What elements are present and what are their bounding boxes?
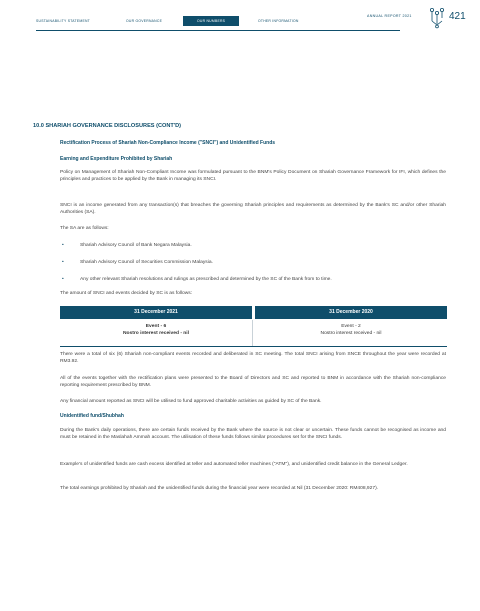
subheading-unidentified-fund: Unidentified fund/Shubhah (60, 413, 124, 419)
paragraph-events-reported: All of the events together with the rectification plans were presented to the Board of Directors and SC and reported to BNM in accordance with the Shariah non-compliance reporting requirement prescribed by BNM. (60, 376, 446, 389)
table-bottom-rule (60, 346, 447, 347)
paragraph-policy: Policy on Management of Shariah Non-Compliant Income was formulated pursuant to the BNM's Policy Document on Shariah Governance Framework for IFI, which defines the principles and practices to be applied by the Bank in managing its SNCI. (60, 170, 446, 183)
bullet-icon: • (62, 277, 64, 282)
paragraph-events-total: There were a total of six (6) Shariah non-compliant events recorded and deliberated in SC meeting. The total SNCI arising from SNCE throughout the year were recorded at RM3.92. (60, 352, 446, 365)
bullet-icon: • (62, 260, 64, 265)
circuit-logo-icon (428, 7, 446, 29)
paragraph-snci-amount: The amount of SNCI and events decided by SC is as follows: (60, 291, 193, 296)
table-cell-2021: Event - 6 Nostro interest received - nil (122, 324, 190, 337)
section-title: 10.0 SHARIAH GOVERNANCE DISCLOSURES (CONT'D) (33, 123, 182, 129)
table-divider (252, 320, 253, 346)
paragraph-total-earnings: The total earnings prohibited by Shariah and the unidentified funds during the financial year were recorded at Nil (31 December 2020: RM408,927). (60, 486, 379, 491)
paragraph-unidentified-funds: During the Bank's daily operations, there are certain funds received by the Bank where the source is not clear or uncertain. These funds cannot be recognised as income and must be retained in the Maslahah Ammah account. The utilisation of these funds follows similar procedures set for the SNCI funds. (60, 428, 446, 441)
nav-other-information[interactable]: OTHER INFORMATION (258, 19, 299, 23)
nav-sustainability-statement[interactable]: SUSTAINABILITY STATEMENT (36, 19, 90, 23)
paragraph-snci-definition: SNCI is an income generated from any transaction(s) that breaches the governing Shariah principles and requirements as determined by the Bank's SC and/or other Shariah Authorities (SA). (60, 203, 446, 216)
table-cell-2020: Event - 2 Nostro interest received - nil (320, 324, 382, 337)
paragraph-sa-intro: The SA are as follows: (60, 226, 109, 231)
bullet-icon: • (62, 243, 64, 248)
table-header-2021: 31 December 2021 (60, 306, 252, 319)
top-navigation (36, 16, 400, 31)
paragraph-charitable-use: Any financial amount reported as SNCI will be utilised to fund approved charitable activities as guided by SC of the Bank. (60, 399, 322, 404)
nav-our-numbers[interactable]: OUR NUMBERS (183, 16, 239, 26)
page-number: 421 (449, 11, 466, 22)
table-header-2020: 31 December 2020 (255, 306, 447, 319)
report-label: ANNUAL REPORT 2021 (367, 14, 412, 18)
subheading-earning-expenditure: Earning and Expenditure Prohibited by Shariah (60, 156, 173, 162)
section-subtitle: Rectification Process of Shariah Non-Compliance Income ("SNCI") and Unidentified Funds (60, 140, 276, 146)
paragraph-unidentified-examples: Example's of unidentified funds are cash excess identified at teller and automated teller machines ("ATM"), and unidentified credit balance in the General Ledger. (60, 462, 408, 467)
nav-our-governance[interactable]: OUR GOVERNANCE (126, 19, 163, 23)
